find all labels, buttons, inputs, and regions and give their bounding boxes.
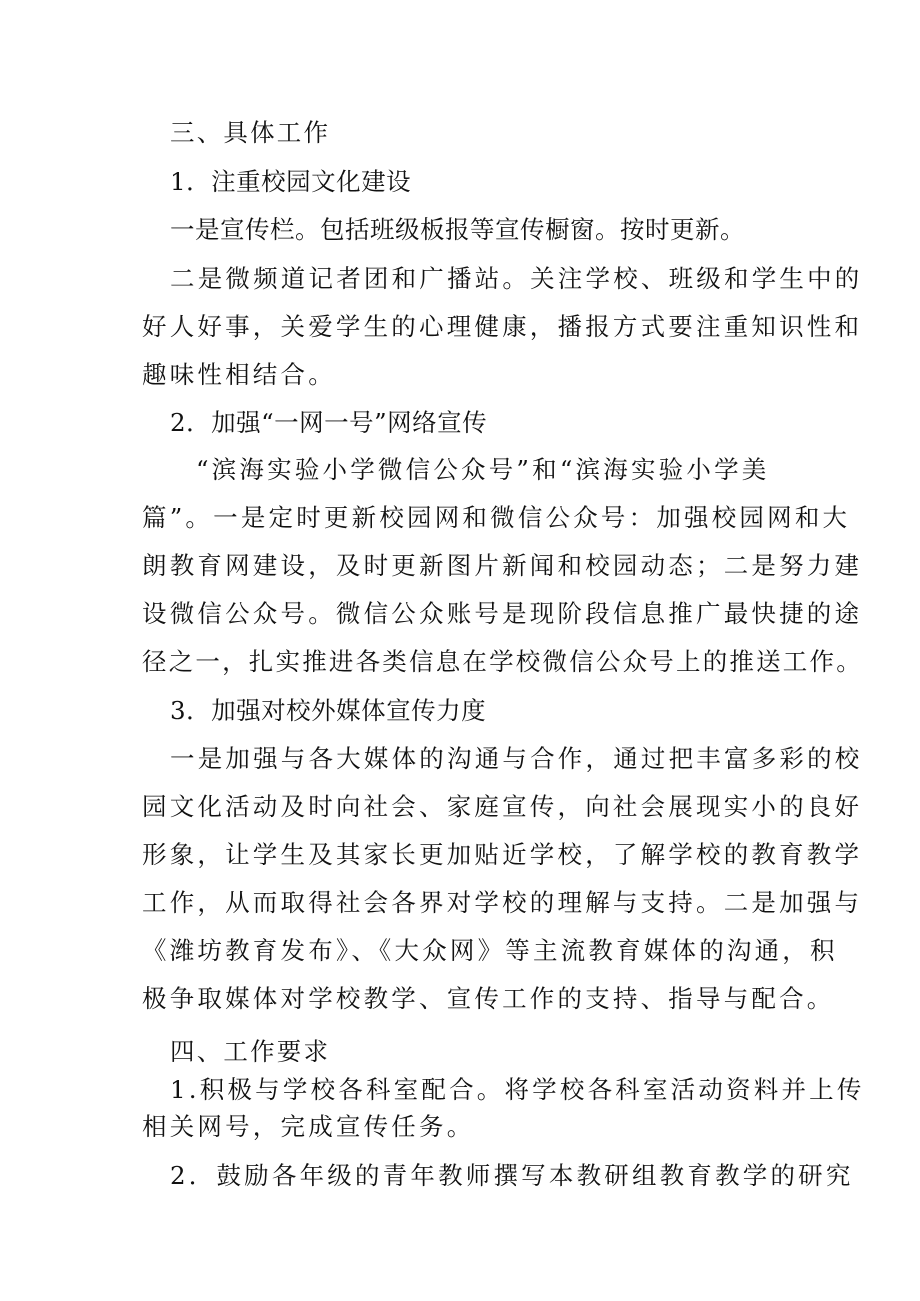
item-2-title: 2．加强“一网一号”网络宣传	[170, 408, 488, 437]
item-1-paragraph-1: 一是宣传栏。包括班级板报等宣传橱窗。按时更新。	[170, 215, 745, 244]
item-3-paragraph-line-5: 《潍坊教育发布》、《大众网》等主流教育媒体的沟通，积	[142, 936, 838, 965]
section-4-heading: 四、工作要求	[170, 1037, 331, 1066]
item-1-paragraph-2-line-2: 好人好事，关爱学生的心理健康，播报方式要注重知识性和	[142, 312, 863, 341]
item-2-paragraph-line-5: 径之一，扎实推进各类信息在学校微信公众号上的推送工作。	[142, 647, 863, 676]
item-1-title: 1．注重校园文化建设	[170, 167, 412, 196]
item-3-paragraph-line-2: 园文化活动及时向社会、家庭宣传，向社会展现实小的良好	[142, 792, 863, 821]
section-3-heading: 三、具体工作	[170, 118, 331, 147]
item-3-paragraph-line-1: 一是加强与各大媒体的沟通与合作，通过把丰富多彩的校	[170, 744, 863, 773]
item-1-paragraph-2-line-1: 二是微频道记者团和广播站。关注学校、班级和学生中的	[170, 264, 863, 293]
item-2-paragraph-line-4: 设微信公众号。微信公众账号是现阶段信息推广最快捷的途	[142, 599, 863, 628]
item-2-paragraph-line-3: 朗教育网建设，及时更新图片新闻和校园动态；二是努力建	[142, 551, 863, 580]
item-3-title: 3．加强对校外媒体宣传力度	[170, 696, 487, 725]
item-3-paragraph-line-3: 形象，让学生及其家长更加贴近学校，了解学校的教育教学	[142, 840, 863, 869]
section-4-item-2-line-1: 2．鼓励各年级的青年教师撰写本教研组教育教学的研究	[170, 1161, 854, 1190]
item-3-paragraph-line-4: 工作，从而取得社会各界对学校的理解与支持。二是加强与	[142, 888, 863, 917]
item-2-paragraph-line-1: “滨海实验小学微信公众号”和“滨海实验小学美	[196, 455, 770, 484]
item-2-paragraph-line-2: 篇”。一是定时更新校园网和微信公众号：加强校园网和大	[142, 503, 851, 532]
section-4-item-1-line-1: 1.积极与学校各科室配合。将学校各科室活动资料并上传	[170, 1075, 865, 1104]
item-1-paragraph-2-line-3: 趣味性相结合。	[142, 360, 336, 389]
item-3-paragraph-line-6: 极争取媒体对学校教学、宣传工作的支持、指导与配合。	[142, 984, 835, 1013]
section-4-item-1-line-2: 相关网号，完成宣传任务。	[142, 1112, 475, 1141]
